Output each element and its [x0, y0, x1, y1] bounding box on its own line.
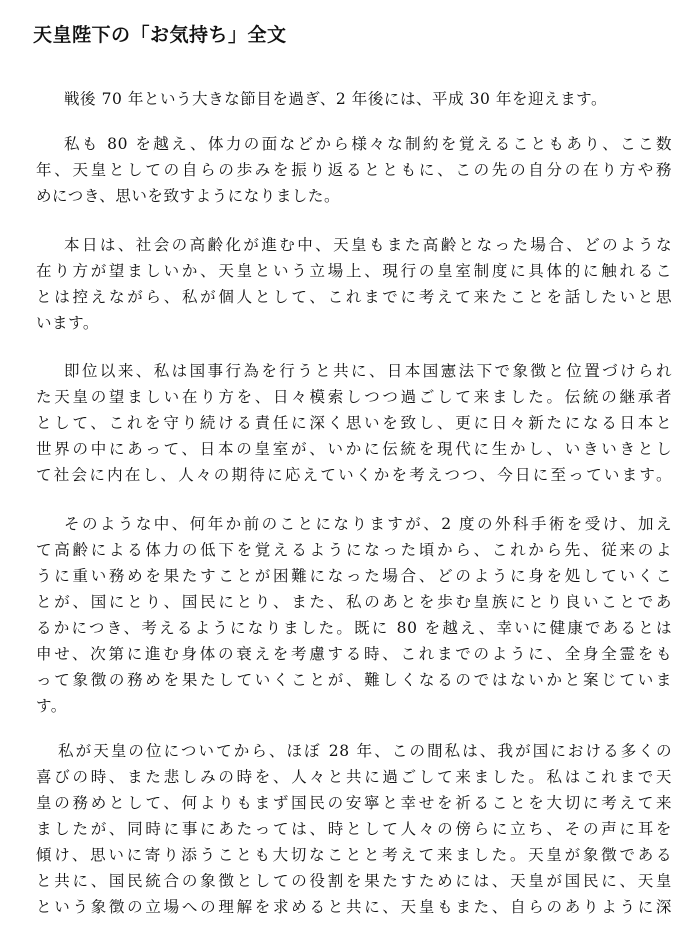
- paragraph-line: います。: [36, 314, 99, 332]
- paragraph-line: ましたが、同時に事にあたっては、時として人々の傍らに立ち、その声に耳を: [36, 820, 672, 838]
- paragraph-line: 在り方が望ましいか、天皇という立場上、現行の皇室制度に具体的に触れるこ: [36, 262, 672, 280]
- paragraph-1: [36, 86, 672, 112]
- paragraph-line: た天皇の望ましい在り方を、日々模索しつつ過ごして来ました。伝統の継承者: [36, 388, 672, 406]
- paragraph-line: 私が天皇の位についてから、ほぼ 28 年、この間私は、我が国における多くの: [58, 742, 672, 760]
- paragraph-line: という象徴の立場への理解を求めると共に、天皇もまた、自らのありように深: [36, 898, 672, 916]
- paragraph-line: 即位以来、私は国事行為を行うと共に、日本国憲法下で象徴と位置づけられ: [64, 362, 672, 380]
- paragraph-4: [36, 358, 672, 488]
- paragraph-line: とは控えながら、私が個人として、これまでに考えて来たことを話したいと思: [36, 288, 672, 306]
- paragraph-2: [36, 131, 672, 209]
- paragraph-line: るかにつき、考えるようになりました。既に 80 を越え、幸いに健康であるとは: [36, 619, 672, 637]
- paragraph-3: [36, 232, 672, 336]
- paragraph-5: [36, 511, 672, 719]
- paragraph-line: て社会に内在し、人々の期待に応えていくかを考えつつ、今日に至っています。: [36, 466, 672, 484]
- paragraph-line: って象徴の務めを果たしていくことが、難しくなるのではないかと案じていま: [36, 671, 672, 689]
- paragraph-line: 戦後 70 年という大きな節目を過ぎ、2 年後には、平成 30 年を迎えます。: [64, 90, 608, 108]
- paragraph-line: 年、天皇としての自らの歩みを振り返るとともに、この先の自分の在り方や務: [36, 161, 672, 179]
- paragraph-line: 私も 80 を越え、体力の面などから様々な制約を覚えることもあり、ここ数: [64, 135, 672, 153]
- paragraph-line: 世界の中にあって、日本の皇室が、いかに伝統を現代に生かし、いきいきとし: [36, 440, 672, 458]
- paragraph-line: めにつき、思いを致すようになりました。: [36, 187, 341, 205]
- paragraph-line: す。: [36, 697, 67, 715]
- paragraph-line: 申せ、次第に進む身体の衰えを考慮する時、これまでのように、全身全霊をも: [36, 645, 672, 663]
- paragraph-line: 皇の務めとして、何よりもまず国民の安寧と幸せを祈ることを大切に考えて来: [36, 794, 672, 812]
- paragraph-line: 喜びの時、また悲しみの時を、人々と共に過ごして来ました。私はこれまで天: [36, 768, 672, 786]
- paragraph-6: [36, 738, 672, 920]
- paragraph-line: て高齢による体力の低下を覚えるようになった頃から、これから先、従来のよ: [36, 541, 672, 559]
- paragraph-line: そのような中、何年か前のことになりますが、2 度の外科手術を受け、加え: [64, 515, 672, 533]
- paragraph-line: と共に、国民統合の象徴としての役割を果たすためには、天皇が国民に、天皇: [36, 872, 672, 890]
- paragraph-line: うに重い務めを果たすことが困難になった場合、どのように身を処していくこ: [36, 567, 672, 585]
- paragraph-line: として、これを守り続ける責任に深く思いを致し、更に日々新たになる日本と: [36, 414, 672, 432]
- paragraph-line: 傾け、思いに寄り添うことも大切なことと考えて来ました。天皇が象徴である: [36, 846, 672, 864]
- paragraph-line: とが、国にとり、国民にとり、また、私のあとを歩む皇族にとり良いことであ: [36, 593, 672, 611]
- paragraph-line: 本日は、社会の高齢化が進む中、天皇もまた高齢となった場合、どのような: [64, 236, 672, 254]
- document-title: 天皇陛下の「お気持ち」全文: [33, 24, 287, 46]
